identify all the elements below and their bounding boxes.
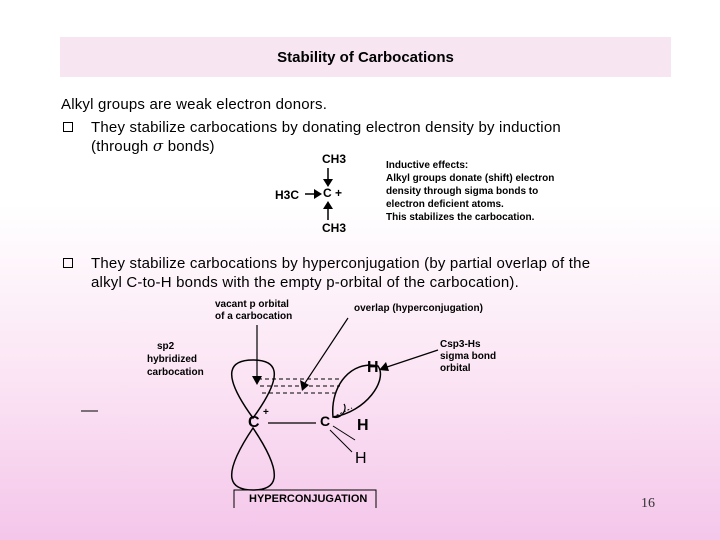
csp3-label-1: Csp3-Hs	[440, 339, 481, 350]
h3c-left: H3C	[275, 188, 300, 202]
bullet1-bonds: bonds)	[167, 138, 215, 155]
bullet1-through: (through	[91, 138, 149, 155]
intro-text: Alkyl groups are weak electron donors.	[61, 96, 328, 113]
inductive-caption-4: electron deficient atoms.	[386, 199, 504, 210]
slide-title: Stability of Carbocations	[277, 49, 454, 66]
inductive-caption-5: This stabilizes the carbocation.	[386, 212, 535, 223]
carbocation-label: carbocation	[147, 367, 204, 378]
carbocation-c: C	[248, 414, 260, 431]
plus-charge: +	[263, 407, 269, 418]
csp3-label-2: sigma bond	[440, 351, 497, 362]
sigma-symbol: σ	[152, 137, 164, 155]
hybridized-label: hybridized	[147, 354, 198, 365]
page-number: 16	[641, 496, 655, 511]
ch3-top: CH3	[322, 152, 347, 166]
h-atom-bottom: H	[355, 450, 367, 467]
c-plus: C +	[323, 186, 343, 200]
bullet2-line1: They stabilize carbocations by hyperconjugation (by partial overlap of the	[91, 255, 591, 272]
inductive-caption-3: density through sigma bonds to	[386, 186, 539, 197]
h-atom-mid: H	[357, 417, 369, 434]
vacant-label-2: of a carbocation	[215, 311, 293, 322]
vacant-label-1: vacant p orbital	[215, 299, 289, 310]
ch3-bottom: CH3	[322, 221, 347, 235]
bullet2-line2: alkyl C-to-H bonds with the empty p-orbital of the carbocation).	[91, 274, 519, 291]
overlap-label: overlap (hyperconjugation)	[354, 303, 483, 314]
inductive-caption-2: Alkyl groups donate (shift) electron	[386, 173, 555, 184]
sp2-label	[157, 341, 174, 353]
hyperconjugation-box-label: HYPERCONJUGATION	[249, 493, 368, 505]
bullet1-line1: They stabilize carbocations by donating electron density by induction	[91, 119, 561, 136]
neutral-c: C	[320, 413, 331, 429]
sp2-text: sp2	[157, 341, 175, 352]
csp3-label-3: orbital	[440, 363, 471, 374]
inductive-caption-1: Inductive effects:	[386, 160, 469, 171]
h-atom-top: H	[367, 359, 379, 376]
